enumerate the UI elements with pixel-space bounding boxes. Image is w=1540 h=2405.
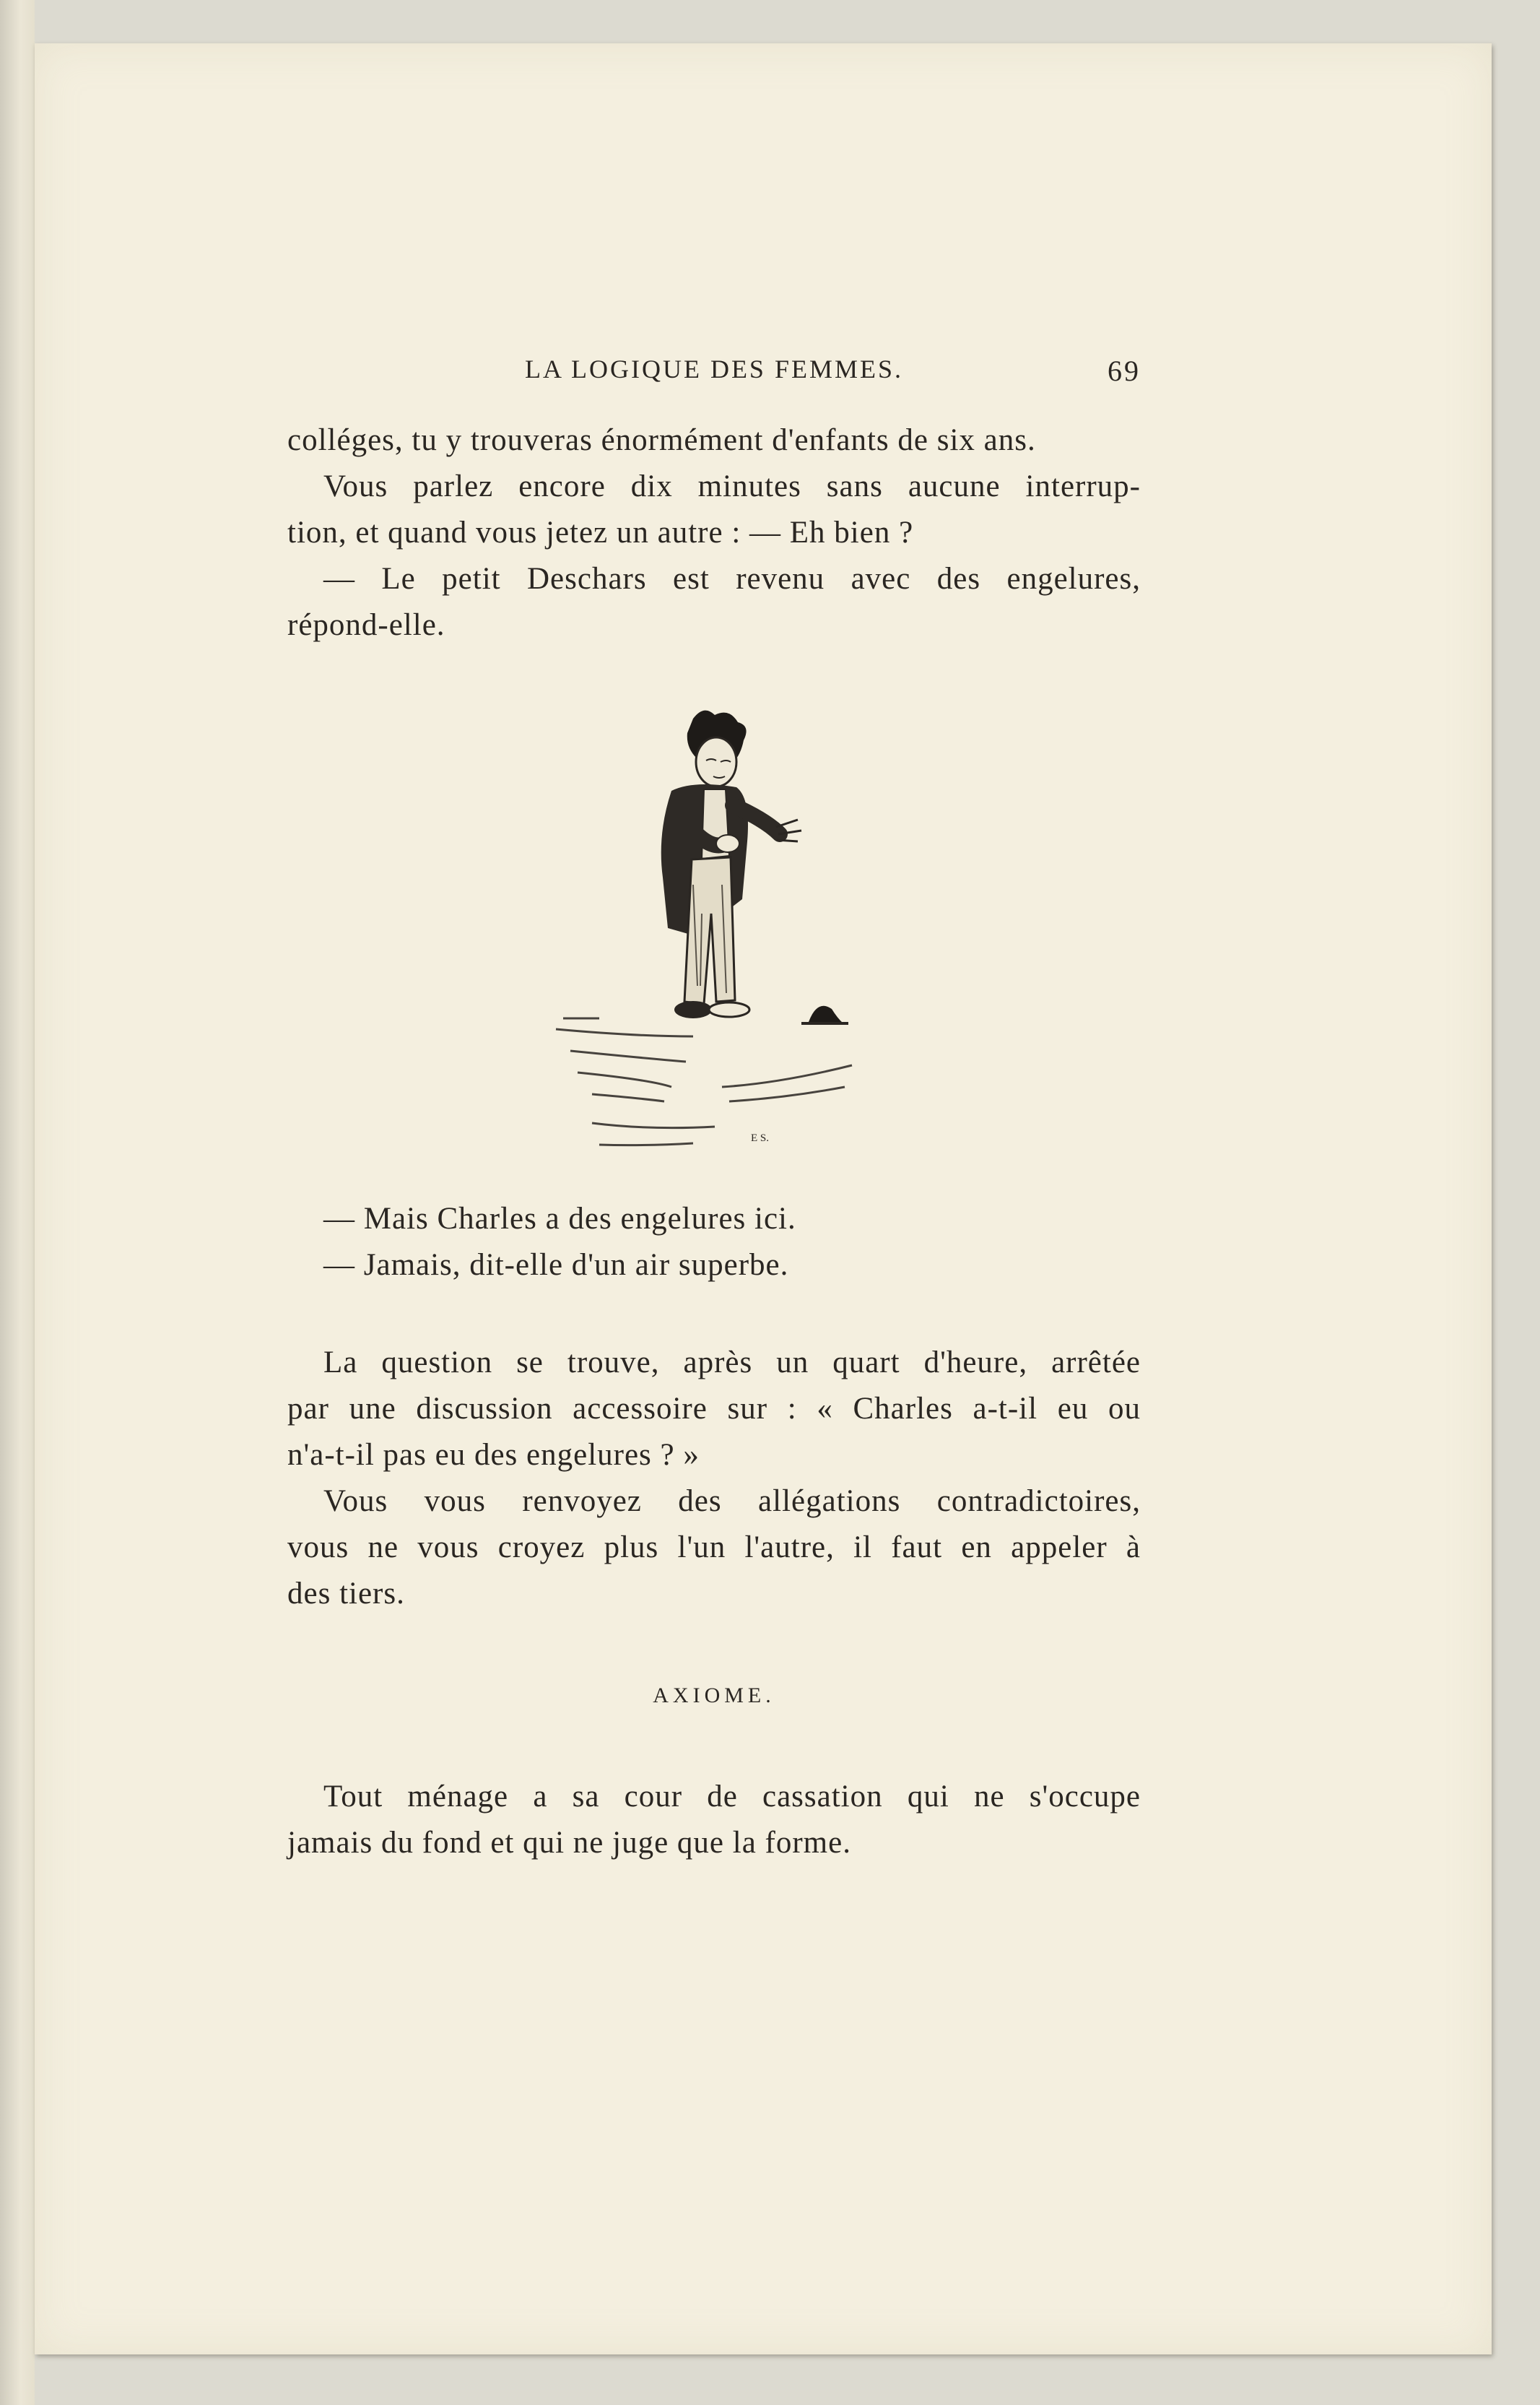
paragraph-2 [287, 1340, 1141, 1617]
text-line: — Le petit Deschars est revenu avec des engelures, [323, 562, 1141, 596]
text-line: colléges, tu y trouveras énormément d'enfants de six ans. [287, 423, 1036, 457]
text-line: — Jamais, dit-elle d'un air superbe. [323, 1248, 789, 1282]
dialogue [287, 1196, 1141, 1288]
text-line: Vous vous renvoyez des allégations contradictoires, [323, 1484, 1141, 1518]
running-title: LA LOGIQUE DES FEMMES. [524, 355, 903, 384]
text-line: par une discussion accessoire sur : « Charles a-t-il eu ou [287, 1392, 1141, 1426]
boy-illustration [549, 697, 866, 1159]
text-line: n'a-t-il pas eu des engelures ? » [287, 1438, 700, 1472]
text-line: vous ne vous croyez plus l'un l'autre, il faut en appeler à [287, 1530, 1141, 1564]
text-line: Tout ménage a sa cour de cassation qui ne s'occupe [323, 1780, 1141, 1814]
page-number: 69 [1108, 355, 1141, 387]
paragraph-1 [287, 417, 1141, 649]
axiom-paragraph [287, 1774, 1141, 1866]
text-line: des tiers. [287, 1577, 405, 1611]
illustration-signature: E S. [751, 1132, 770, 1144]
text-line: répond-elle. [287, 608, 445, 642]
text-line: Vous parlez encore dix minutes sans aucune interrup- [323, 469, 1141, 503]
text-line: La question se trouve, après un quart d'heure, arrêtée [323, 1346, 1141, 1379]
book-spine-edge [0, 0, 35, 2405]
section-heading: AXIOME. [653, 1684, 775, 1707]
text-line: jamais du fond et qui ne juge que la forme. [287, 1826, 851, 1860]
text-line: tion, et quand vous jetez un autre : — Eh bien ? [287, 516, 914, 550]
text-line: — Mais Charles a des engelures ici. [323, 1202, 796, 1236]
running-header [287, 354, 1141, 390]
